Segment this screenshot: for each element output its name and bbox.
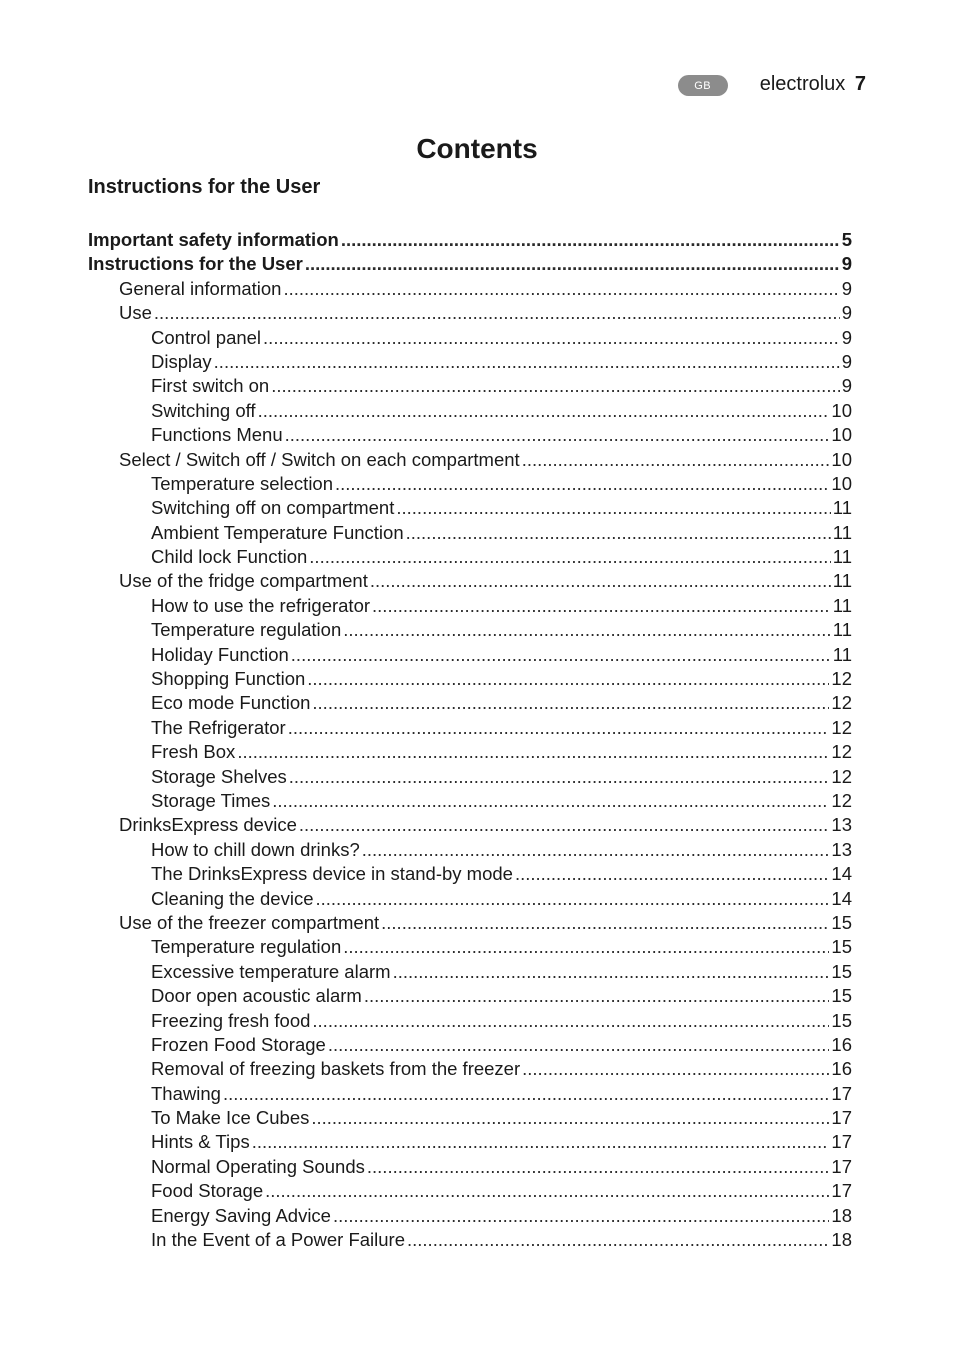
toc-entry-page: 17 [831,1131,852,1153]
toc-entry[interactable] [88,935,852,959]
toc-leader-dots [307,667,829,691]
toc-entry[interactable] [88,862,852,886]
toc-entry-page: 9 [841,253,852,275]
toc-leader-dots [258,399,830,423]
toc-entry[interactable] [88,813,852,837]
table-of-contents [88,228,852,1252]
toc-entry[interactable] [88,521,852,545]
toc-entry[interactable] [88,691,852,715]
toc-leader-dots [271,374,839,398]
toc-entry-page: 17 [831,1155,852,1177]
toc-entry-page: 13 [831,814,852,836]
toc-entry-page: 11 [832,546,852,568]
toc-entry-label: Use of the freezer compartment [119,911,380,933]
toc-entry-page: 18 [831,1204,852,1226]
toc-entry[interactable] [88,1155,852,1179]
toc-entry-label: Instructions for the User [88,253,303,275]
toc-entry-label: Storage Shelves [151,765,287,787]
toc-entry-label: Eco mode Function [151,692,311,714]
toc-entry-label: Shopping Function [151,668,306,690]
toc-entry-page: 17 [831,1082,852,1104]
toc-entry-label: Storage Times [151,789,271,811]
toc-entry[interactable] [88,765,852,789]
toc-entry[interactable] [88,984,852,1008]
toc-entry-page: 9 [841,375,852,397]
toc-entry[interactable] [88,1179,852,1203]
toc-leader-dots [316,887,830,911]
toc-entry-page: 11 [832,521,852,543]
toc-entry-label: Select / Switch off / Switch on each compartment [119,448,520,470]
toc-entry[interactable] [88,740,852,764]
toc-leader-dots [265,1179,829,1203]
toc-entry[interactable] [88,911,852,935]
toc-entry-page: 18 [831,1229,852,1251]
toc-entry-page: 5 [841,229,852,250]
toc-entry-page: 11 [832,570,852,592]
toc-entry-label: Excessive temperature alarm [151,960,391,982]
toc-leader-dots [328,1033,830,1057]
toc-leader-dots [263,326,840,350]
toc-entry-label: Freezing fresh food [151,1009,311,1031]
toc-entry[interactable] [88,618,852,642]
toc-entry[interactable] [88,594,852,618]
toc-entry-page: 12 [831,668,852,690]
toc-entry-label: General information [119,277,282,299]
toc-leader-dots [370,569,831,593]
toc-entry-page: 15 [831,1009,852,1031]
toc-leader-dots [364,984,830,1008]
toc-leader-dots [522,448,830,472]
toc-entry-label: The Refrigerator [151,716,286,738]
toc-entry[interactable] [88,545,852,569]
page-header [678,72,866,96]
toc-entry[interactable] [88,838,852,862]
toc-entry-page: 13 [831,838,852,860]
toc-leader-dots [312,691,829,715]
toc-leader-dots [341,228,840,252]
toc-leader-dots [289,765,830,789]
toc-entry-label: How to use the refrigerator [151,594,371,616]
toc-entry-label: The DrinksExpress device in stand-by mode [151,863,513,885]
toc-entry-page: 10 [831,399,852,421]
toc-entry-page: 11 [832,619,852,641]
toc-entry-label: DrinksExpress device [119,814,297,836]
toc-leader-dots [393,960,830,984]
toc-entry[interactable] [88,1106,852,1130]
toc-leader-dots [288,716,830,740]
toc-leader-dots [312,1009,829,1033]
toc-leader-dots [335,472,829,496]
toc-entry-label: Important safety information [88,229,339,250]
toc-entry-label: Holiday Function [151,643,289,665]
toc-entry[interactable] [88,1057,852,1081]
toc-leader-dots [515,862,829,886]
toc-entry[interactable] [88,1009,852,1033]
toc-leader-dots [362,838,830,862]
toc-entry[interactable] [88,374,852,398]
toc-entry-page: 14 [831,887,852,909]
toc-entry[interactable] [88,789,852,813]
toc-entry-label: Removal of freezing baskets from the freezer [151,1058,521,1080]
toc-entry-label: Thawing [151,1082,221,1104]
toc-entry-page: 15 [831,911,852,933]
toc-entry[interactable] [88,887,852,911]
toc-leader-dots [311,1106,829,1130]
toc-entry-label: Temperature selection [151,472,334,494]
toc-leader-dots [381,911,829,935]
toc-entry-label: In the Event of a Power Failure [151,1229,405,1251]
toc-entry-label: Child lock Function [151,546,308,568]
toc-leader-dots [372,594,831,618]
toc-entry-page: 14 [831,863,852,885]
toc-entry-label: Hints & Tips [151,1131,250,1153]
toc-entry[interactable] [88,496,852,520]
toc-entry-label: Temperature regulation [151,619,342,641]
toc-leader-dots [214,350,840,374]
toc-leader-dots [367,1155,830,1179]
toc-entry-label: Energy Saving Advice [151,1204,331,1226]
page-number: 7 [854,72,866,95]
toc-entry-label: Ambient Temperature Function [151,521,404,543]
toc-entry[interactable] [88,643,852,667]
toc-entry-label: Temperature regulation [151,936,342,958]
toc-entry[interactable] [88,423,852,447]
brand-line [760,73,866,96]
toc-entry-label: Switching off on compartment [151,497,395,519]
toc-leader-dots [154,301,840,325]
toc-entry-label: Food Storage [151,1180,264,1202]
toc-entry-page: 10 [831,472,852,494]
toc-entry-label: Control panel [151,326,262,348]
toc-entry-page: 15 [831,936,852,958]
toc-entry-page: 9 [841,302,852,324]
toc-entry[interactable] [88,399,852,423]
toc-entry-page: 12 [831,716,852,738]
toc-leader-dots [309,545,830,569]
toc-leader-dots [291,643,831,667]
toc-leader-dots [333,1204,829,1228]
toc-leader-dots [406,521,831,545]
language-badge: GB [678,75,728,96]
toc-entry-label: Use [119,302,152,324]
toc-entry-page: 12 [831,692,852,714]
toc-entry[interactable] [88,277,852,301]
toc-entry[interactable] [88,1204,852,1228]
toc-entry[interactable] [88,350,852,374]
toc-leader-dots [343,935,829,959]
toc-leader-dots [223,1082,829,1106]
toc-entry-label: Functions Menu [151,424,283,446]
toc-entry[interactable] [88,326,852,350]
toc-leader-dots [285,423,830,447]
toc-leader-dots [396,496,830,520]
toc-entry-label: First switch on [151,375,270,397]
toc-entry[interactable] [88,1228,852,1252]
toc-entry-label: Frozen Food Storage [151,1033,326,1055]
toc-entry-page: 12 [831,765,852,787]
toc-entry-page: 10 [831,424,852,446]
toc-entry-label: Cleaning the device [151,887,314,909]
toc-entry-label: Switching off [151,399,256,421]
section-subtitle: Instructions for the User [88,176,321,198]
toc-entry-page: 17 [831,1180,852,1202]
toc-leader-dots [252,1130,830,1154]
toc-entry-page: 11 [832,594,852,616]
toc-entry-label: How to chill down drinks? [151,838,360,860]
toc-entry[interactable] [88,301,852,325]
toc-entry-page: 10 [831,448,852,470]
toc-entry[interactable] [88,667,852,691]
page-title: Contents [416,133,538,164]
toc-entry-label: To Make Ice Cubes [151,1107,310,1129]
toc-leader-dots [237,740,829,764]
toc-entry[interactable] [88,716,852,740]
toc-entry-label: Fresh Box [151,741,236,763]
toc-leader-dots [522,1057,829,1081]
toc-entry[interactable] [88,1033,852,1057]
toc-entry[interactable] [88,228,852,252]
toc-entry-page: 12 [831,741,852,763]
toc-leader-dots [272,789,829,813]
toc-entry[interactable] [88,1130,852,1154]
toc-entry-label: Display [151,350,212,372]
toc-leader-dots [407,1228,829,1252]
toc-entry-page: 17 [831,1107,852,1129]
toc-entry[interactable] [88,1082,852,1106]
toc-leader-dots [343,618,831,642]
toc-entry[interactable] [88,252,852,276]
toc-entry-page: 16 [831,1058,852,1080]
toc-entry[interactable] [88,960,852,984]
toc-entry-label: Normal Operating Sounds [151,1155,365,1177]
toc-entry-label: Use of the fridge compartment [119,570,368,592]
toc-entry-page: 9 [841,277,852,299]
toc-entry[interactable] [88,569,852,593]
toc-entry-page: 9 [841,350,852,372]
toc-entry-page: 15 [831,985,852,1007]
toc-leader-dots [283,277,839,301]
toc-entry-page: 16 [831,1033,852,1055]
toc-leader-dots [299,813,830,837]
toc-entry-page: 11 [832,643,852,665]
toc-entry-page: 12 [831,789,852,811]
toc-entry[interactable] [88,472,852,496]
toc-entry-page: 9 [841,326,852,348]
toc-entry-page: 11 [832,497,852,519]
toc-entry-page: 15 [831,960,852,982]
toc-entry[interactable] [88,448,852,472]
toc-leader-dots [305,252,840,276]
toc-entry-label: Door open acoustic alarm [151,985,362,1007]
brand-name: electrolux [759,72,846,95]
